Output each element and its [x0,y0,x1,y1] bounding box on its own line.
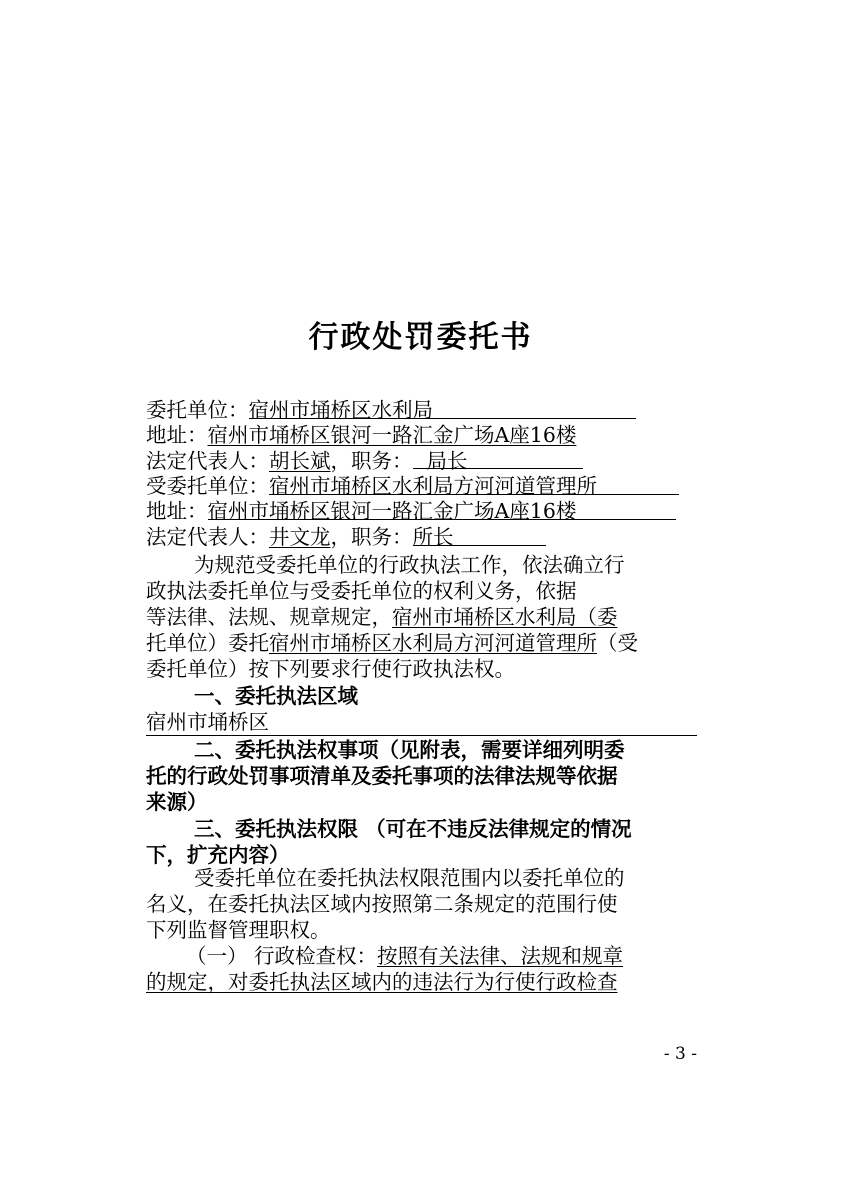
section3-line-1: 三、委托执法权限 （可在不违反法律规定的情况 [194,817,632,841]
agent-title-value: 所长 [412,525,454,549]
principal-rep-label: 法定代表人： [146,449,269,473]
intro-line-4-tail: （受 [597,631,638,655]
agent-unit-value: 宿州市埇桥区水利局方河河道管理所 [269,474,597,498]
principal-address-label: 地址： [146,423,208,447]
intro-line-2: 政执法委托单位与受委托单位的权利义务，依据 [146,579,577,603]
page-number: - 3 - [663,1044,697,1064]
principal-address-line [146,423,576,448]
agent-title-field [412,525,546,549]
principal-title-field [413,449,583,473]
intro-agent-name: 宿州市埇桥区水利局方河河道管理所 [269,631,597,655]
section1-underline [146,735,697,736]
document-title: 行政处罚委托书 [308,320,533,355]
intro-line-3 [146,605,618,630]
intro-line-4 [146,631,638,656]
section1-value: 宿州市埇桥区 [146,710,269,734]
intro-line-3-text: 等法律、法规、规章规定， [146,605,392,629]
agent-rep-line [146,525,546,550]
principal-title-value: 局长 [426,449,468,473]
intro-line-1: 为规范受委托单位的行政执法工作，依法确立行 [194,553,625,577]
principal-title-label: ，职务： [330,449,413,473]
agent-address-value: 宿州市埇桥区银河一路汇金广场A座16楼 [207,499,577,523]
agent-rep-label: 法定代表人： [146,525,269,549]
intro-line-5: 委托单位）按下列要求行使行政执法权。 [146,657,515,681]
agent-unit-line [146,474,679,499]
body-line-1: 受委托单位在委托执法权限范围内以委托单位的 [194,866,625,890]
body-line-4-label: （一） 行政检查权： [186,944,378,968]
principal-address-value: 宿州市埇桥区银河一路汇金广场A座16楼 [207,423,577,447]
principal-rep-line [146,449,583,474]
section2-line-2: 托的行政处罚事项清单及委托事项的法律法规等依据 [146,764,618,788]
agent-address-label: 地址： [146,499,208,523]
agent-unit-field [269,474,679,498]
agent-address-field [207,499,676,523]
intro-principal-name: 宿州市埇桥区水利局（委 [392,605,618,629]
section1-heading: 一、委托执法区域 [194,684,358,708]
body-line-3: 下列监督管理职权。 [146,918,331,942]
agent-title-label: ，职务： [330,525,413,549]
agent-rep-value: 井文龙 [269,525,331,549]
principal-unit-line [146,398,636,423]
agent-unit-label: 受委托单位： [146,474,269,498]
body-line-4 [146,944,623,969]
body-line-5 [146,970,618,995]
principal-rep-value: 胡长斌 [269,449,331,473]
body-line-2: 名义，在委托执法区域内按照第二条规定的范围行使 [146,892,618,916]
principal-unit-field [248,398,636,422]
intro-line-4-text: 托单位）委托 [146,631,269,655]
agent-address-line [146,499,676,524]
section2-line-1: 二、委托执法权事项（见附表，需要详细列明委 [194,738,625,762]
section2-line-3: 来源） [146,790,208,814]
principal-unit-value: 宿州市埇桥区水利局 [248,398,433,422]
section3-line-2: 下，扩充内容） [146,843,290,867]
body-line-5-text: 的规定，对委托执法区域内的违法行为行使行政检查 [146,970,618,994]
principal-unit-label: 委托单位： [146,398,249,422]
body-line-4-text: 按照有关法律、法规和规章 [377,944,624,968]
